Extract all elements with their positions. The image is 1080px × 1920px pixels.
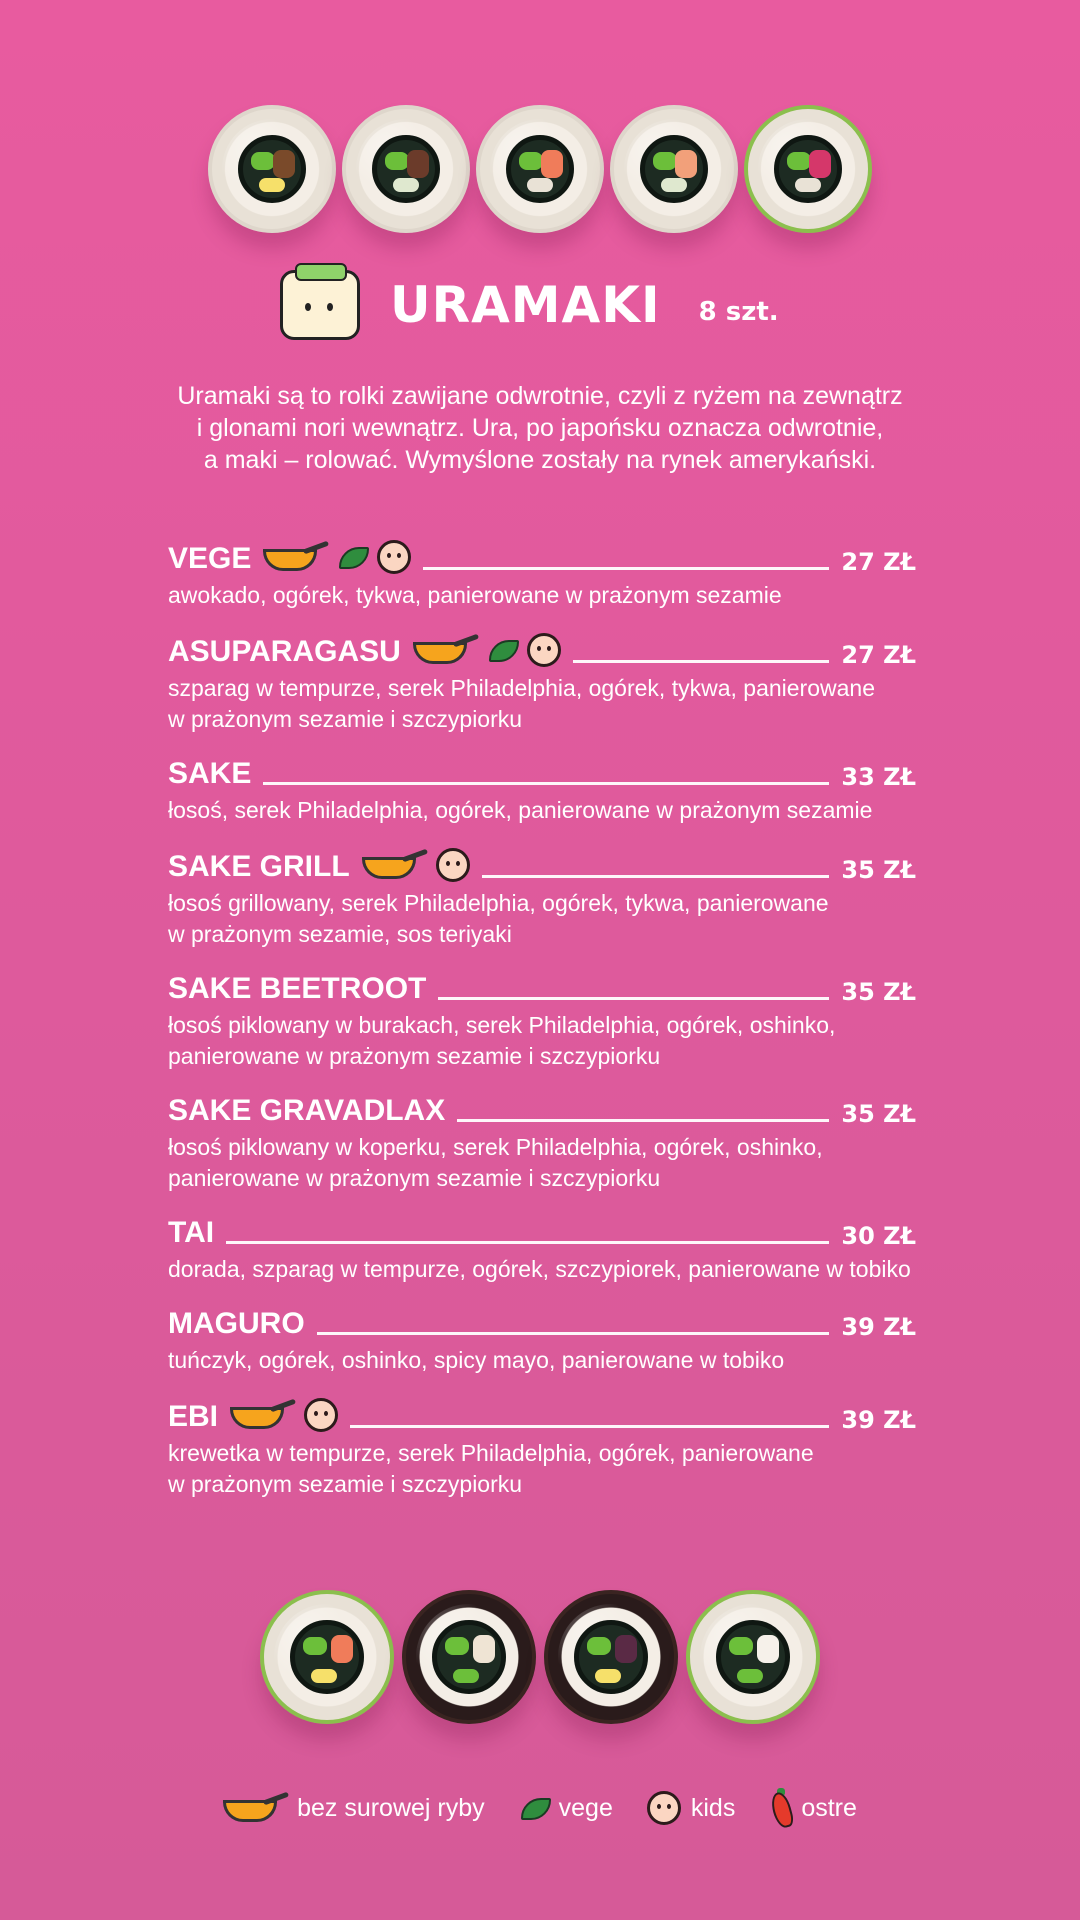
item-price: 33 ZŁ: [841, 763, 916, 791]
pan-icon: [413, 634, 477, 666]
item-description: łosoś, serek Philadelphia, ogórek, panierowane w prażonym sezamie: [168, 797, 873, 823]
item-description: dorada, szparag w tempurze, ogórek, szczypiorek, panierowane w tobiko: [168, 1256, 911, 1282]
item-price: 30 ZŁ: [841, 1222, 916, 1250]
item-price: 35 ZŁ: [841, 978, 916, 1006]
sushi-roll: [610, 105, 738, 233]
leaf-icon: [519, 1796, 549, 1820]
kid-face-icon: [527, 633, 561, 667]
sushi-roll: [208, 105, 336, 233]
piece-count: 8 szt.: [698, 297, 779, 327]
item-price: 39 ZŁ: [841, 1406, 916, 1434]
top-sushi-image: [0, 105, 1080, 233]
chili-pepper-icon: [769, 1788, 791, 1828]
dotted-leader-line: [226, 1241, 829, 1244]
menu-item: [168, 1094, 916, 1194]
leaf-icon: [337, 545, 367, 569]
bottom-sushi-image: [0, 1590, 1080, 1724]
dotted-leader-line: [317, 1332, 830, 1335]
item-name: SAKE GRILL: [168, 850, 350, 883]
intro-text: Uramaki są to rolki zawijane odwrotnie, czyli z ryżem na zewnątrz i glonami nori wewnątrz. Ura, po japońsku oznacza odwrotnie, a maki – rolować. Wymyślone zostały na rynek amerykański.: [177, 382, 903, 474]
sushi-roll: [476, 105, 604, 233]
legend-entry: [647, 1791, 735, 1825]
menu-item: [168, 540, 916, 611]
item-description: szparag w tempurze, serek Philadelphia, ogórek, tykwa, panierowane w prażonym sezamie i szczypiorku: [168, 675, 875, 732]
legend-label: kids: [690, 1793, 736, 1822]
menu-item: [168, 972, 916, 1072]
item-name: ASUPARAGASU: [168, 635, 401, 668]
item-name: SAKE GRAVADLAX: [168, 1094, 446, 1127]
dotted-leader-line: [482, 875, 830, 878]
legend-label: vege: [558, 1793, 613, 1822]
kid-face-icon: [304, 1398, 338, 1432]
item-description: łosoś piklowany w koperku, serek Philadelphia, ogórek, oshinko, panierowane w prażonym sezamie i szczypiorku: [168, 1134, 823, 1191]
legend-label: ostre: [801, 1793, 857, 1822]
item-name: VEGE: [168, 542, 252, 575]
item-price: 35 ZŁ: [841, 856, 916, 884]
dotted-leader-line: [423, 567, 829, 570]
item-name: TAI: [168, 1216, 215, 1249]
legend-entry: [223, 1792, 485, 1824]
item-description: tuńczyk, ogórek, oshinko, spicy mayo, panierowane w tobiko: [168, 1347, 785, 1373]
item-description: awokado, ogórek, tykwa, panierowane w prażonym sezamie: [168, 582, 782, 608]
sushi-roll: [544, 1590, 678, 1724]
item-icons: [362, 848, 470, 882]
dotted-leader-line: [350, 1425, 829, 1428]
legend-label: bez surowej ryby: [297, 1793, 485, 1822]
menu-item: [168, 1398, 916, 1500]
kid-face-icon: [377, 540, 411, 574]
dotted-leader-line: [263, 782, 829, 785]
menu-item: [168, 1307, 916, 1376]
menu-list: [168, 540, 916, 1522]
item-description: łosoś piklowany w burakach, serek Philadelphia, ogórek, oshinko, panierowane w prażonym sezamie i szczypiorku: [168, 1012, 836, 1069]
pan-icon: [362, 849, 426, 881]
pan-icon: [230, 1399, 294, 1431]
item-icons: [230, 1398, 338, 1432]
menu-item: [168, 848, 916, 950]
item-price: 39 ZŁ: [841, 1313, 916, 1341]
item-icons: [263, 540, 411, 574]
item-name: EBI: [168, 1400, 219, 1433]
menu-item: [168, 1216, 916, 1285]
item-description: krewetka w tempurze, serek Philadelphia, ogórek, panierowane w prażonym sezamie i szczypiorku: [168, 1440, 814, 1497]
item-name: SAKE BEETROOT: [168, 972, 427, 1005]
pan-icon: [263, 541, 327, 573]
section-title: URAMAKI: [390, 276, 661, 334]
legend-entry: [769, 1788, 857, 1828]
sushi-roll: [342, 105, 470, 233]
item-icons: [413, 633, 561, 667]
dotted-leader-line: [438, 997, 829, 1000]
leaf-icon: [487, 638, 517, 662]
legend-entry: [519, 1794, 613, 1823]
item-price: 27 ZŁ: [841, 548, 916, 576]
pan-icon: [223, 1792, 287, 1824]
icon-legend: [0, 1788, 1080, 1828]
sushi-mascot-icon: [280, 270, 360, 340]
item-description: łosoś grillowany, serek Philadelphia, ogórek, tykwa, panierowane w prażonym sezamie, sos teriyaki: [168, 890, 829, 947]
item-name: MAGURO: [168, 1307, 305, 1340]
item-name: SAKE: [168, 757, 252, 790]
kid-face-icon: [647, 1791, 681, 1825]
sushi-roll: [260, 1590, 394, 1724]
section-header: [280, 270, 779, 340]
menu-item: [168, 757, 916, 826]
sushi-roll: [744, 105, 872, 233]
sushi-roll: [686, 1590, 820, 1724]
item-price: 27 ZŁ: [841, 641, 916, 669]
menu-item: [168, 633, 916, 735]
sushi-roll: [402, 1590, 536, 1724]
kid-face-icon: [436, 848, 470, 882]
item-price: 35 ZŁ: [841, 1100, 916, 1128]
dotted-leader-line: [457, 1119, 829, 1122]
dotted-leader-line: [573, 660, 830, 663]
